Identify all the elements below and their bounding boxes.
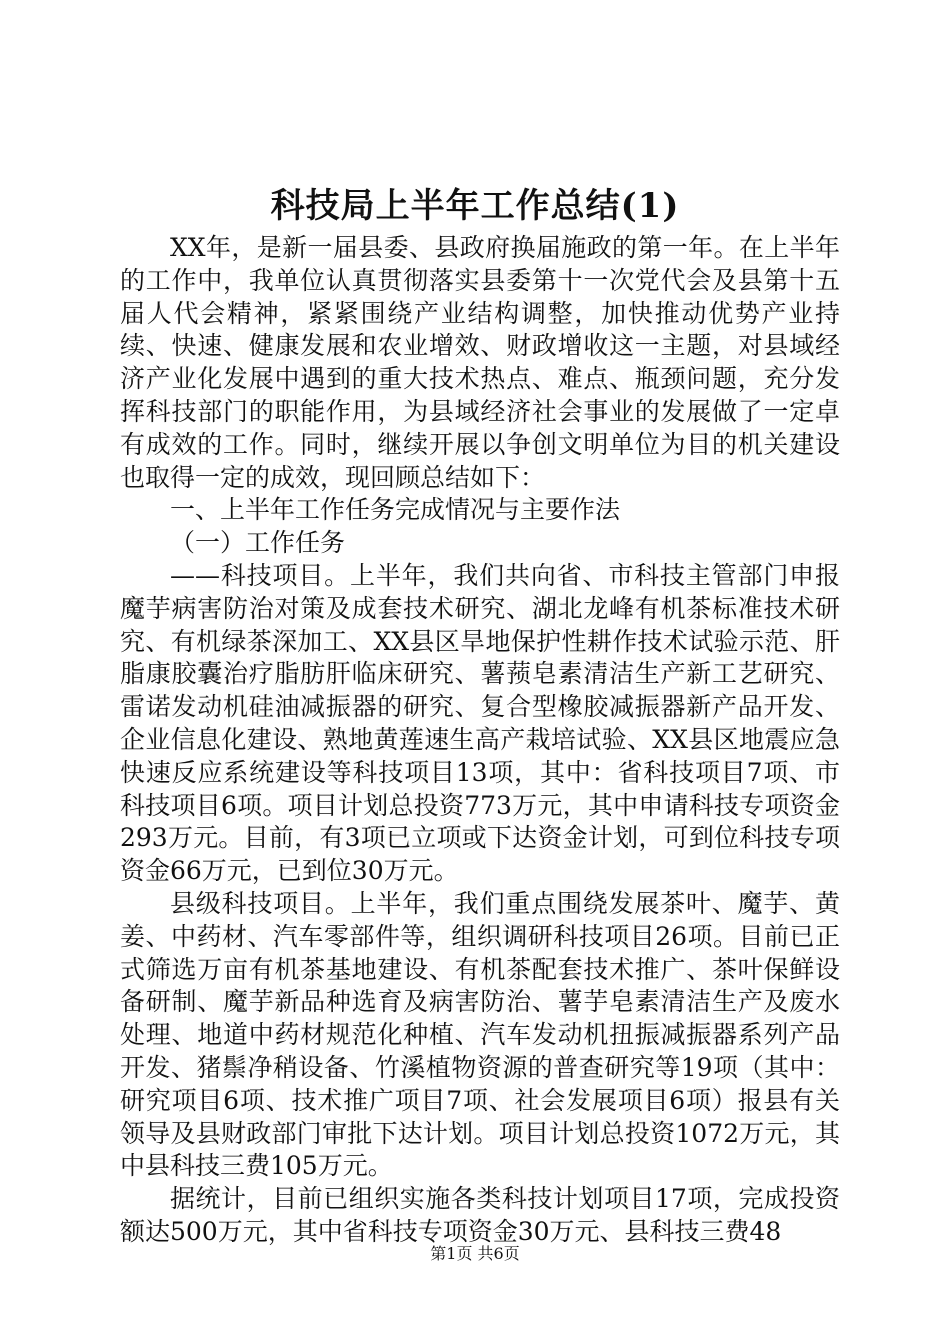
document-body [120,232,840,1249]
paragraph-statistics: 据统计，目前已组织实施各类科技计划项目17项，完成投资额达500万元，其中省科技专项资金30万元、县科技三费48 [120,1184,840,1246]
paragraph-county-projects: 县级科技项目。上半年，我们重点围绕发展茶叶、魔芋、黄姜、中药材、汽车零部件等，组织调研科技项目26项。目前已正式筛选万亩有机茶基地建设、有机茶配套技术推广、茶叶保鲜设备研制、魔芋新品种选育及病害防治、薯芋皂素清洁生产及废水处理、地道中药材规范化种植、汽车发动机扭振减振器系列产品开发、猪鬃净稍设备、竹溪植物资源的普查研究等19项（其中：研究项目6项、技术推广项目7项、社会发展项目6项）报县有关领导及县财政部门审批下达计划。项目计划总投资1072万元，其中县科技三费105万元。 [120,888,840,1181]
document-title: 科技局上半年工作总结(1) [270,186,680,226]
paragraph-intro: XX年，是新一届县委、县政府换届施政的第一年。在上半年的工作中，我单位认真贯彻落实县委第十一次党代会及县第十五届人代会精神，紧紧围绕产业结构调整，加快推动优势产业持续、快速、健康发展和农业增效、财政增收这一主题，对县域经济产业化发展中遇到的重大技术热点、难点、瓶颈问题，充分发挥科技部门的职能作用，为县域经济社会事业的发展做了一定卓有成效的工作。同时，继续开展以争创文明单位为目的机关建设也取得一定的成效，现回顾总结如下： [120,233,840,492]
subsection-heading: （一）工作任务 [170,528,346,558]
paragraph-tech-projects: ——科技项目。上半年，我们共向省、市科技主管部门申报魔芋病害防治对策及成套技术研究、湖北龙峰有机茶标准技术研究、有机绿茶深加工、XX县区旱地保护性耕作技术试验示范、肝脂康胶囊治疗脂肪肝临床研究、薯蓣皂素清洁生产新工艺研究、雷诺发动机硅油减振器的研究、复合型橡胶减振器新产品开发、企业信息化建设、熟地黄莲速生高产栽培试验、XX县区地震应急快速反应系统建设等科技项目13项，其中：省科技项目7项、市科技项目6项。项目计划总投资773万元，其中申请科技专项资金293万元。目前，有3项已立项或下达资金计划，可到位科技专项资金66万元，已到位30万元。 [120,560,840,886]
section-heading: 一、上半年工作任务完成情况与主要作法 [170,495,621,525]
page-footer: 第1页 共6页 [430,1244,520,1263]
